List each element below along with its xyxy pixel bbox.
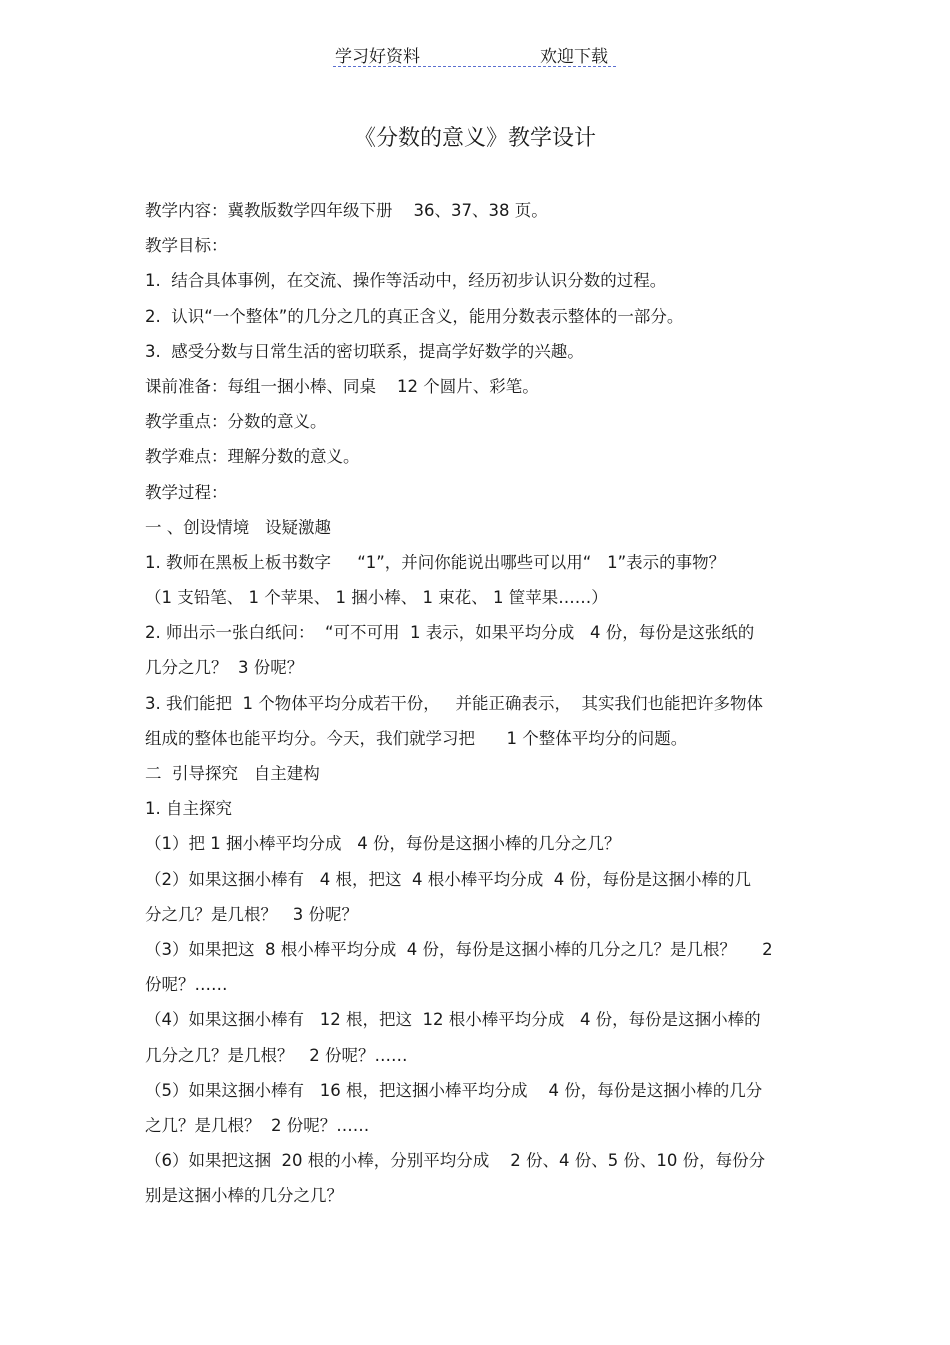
body-line: 1. 结合具体事例，在交流、操作等活动中，经历初步认识分数的过程。: [145, 271, 667, 291]
header-right-text: 欢迎下载: [540, 47, 608, 67]
body-line: 1. 自主探究: [145, 799, 232, 819]
document-body: [145, 193, 815, 1213]
body-line: 教学重点：分数的意义。: [145, 412, 327, 432]
body-line: 2. 认识“一个整体”的几分之几的真正含义，能用分数表示整体的一部分。: [145, 306, 684, 326]
body-line: （3）如果把这 8 根小棒平均分成 4 份，每份是这捆小棒的几分之几？是几根？ 2: [145, 939, 773, 959]
body-line: （1 支铅笔、 1 个苹果、 1 捆小棒、 1 束花、 1 筐苹果……）: [145, 588, 608, 608]
body-line: 教学目标：: [145, 236, 228, 256]
body-line: （4）如果这捆小棒有 12 根，把这 12 根小棒平均分成 4 份，每份是这捆小棒的: [145, 1010, 761, 1030]
body-line: （5）如果这捆小棒有 16 根，把这捆小棒平均分成 4 份，每份是这捆小棒的几分: [145, 1080, 763, 1100]
section-heading: 一 、创设情境 设疑激趣: [145, 517, 331, 537]
body-line: 分之几？是几根？ 3 份呢？: [145, 904, 358, 924]
body-line: 3. 感受分数与日常生活的密切联系，提高学好数学的兴趣。: [145, 341, 584, 361]
body-line: （6）如果把这捆 20 根的小棒，分别平均分成 2 份、4 份、5 份、10 份，每份分: [145, 1151, 766, 1171]
page-header: [333, 42, 616, 67]
body-line: 别是这捆小棒的几分之几？: [145, 1186, 343, 1206]
header-left-text: 学习好资料: [335, 47, 420, 67]
body-line: 3. 我们能把 1 个物体平均分成若干份， 并能正确表示， 其实我们也能把许多物体: [145, 693, 763, 713]
body-line: 几分之几？是几根？ 2 份呢？……: [145, 1045, 408, 1065]
body-line: 2. 师出示一张白纸问： “可不可用 1 表示，如果平均分成 4 份，每份是这张纸的: [145, 623, 755, 643]
body-line: 组成的整体也能平均分。今天，我们就学习把 1 个整体平均分的问题。: [145, 728, 688, 748]
body-line: 之几？是几根？ 2 份呢？……: [145, 1115, 370, 1135]
body-line: 教学内容：冀教版数学四年级下册 36、37、38 页。: [145, 201, 548, 220]
document-title: 《分数的意义》教学设计: [353, 126, 596, 151]
body-line: （2）如果这捆小棒有 4 根，把这 4 根小棒平均分成 4 份，每份是这捆小棒的几: [145, 869, 751, 889]
body-line: 课前准备：每组一捆小棒、同桌 12 个圆片、彩笔。: [145, 376, 539, 396]
body-line: 教学过程：: [145, 482, 228, 502]
body-line: 份呢？……: [145, 975, 228, 995]
body-line: 1. 教师在黑板上板书数字 “1”，并问你能说出哪些可以用“ 1”表示的事物？: [145, 552, 726, 572]
body-line: （1）把 1 捆小棒平均分成 4 份，每份是这捆小棒的几分之几？: [145, 834, 621, 854]
body-line: 教学难点：理解分数的意义。: [145, 447, 360, 467]
section-heading: 二 引导探究 自主建构: [145, 764, 320, 783]
body-line: 几分之几？ 3 份呢？: [145, 658, 304, 678]
